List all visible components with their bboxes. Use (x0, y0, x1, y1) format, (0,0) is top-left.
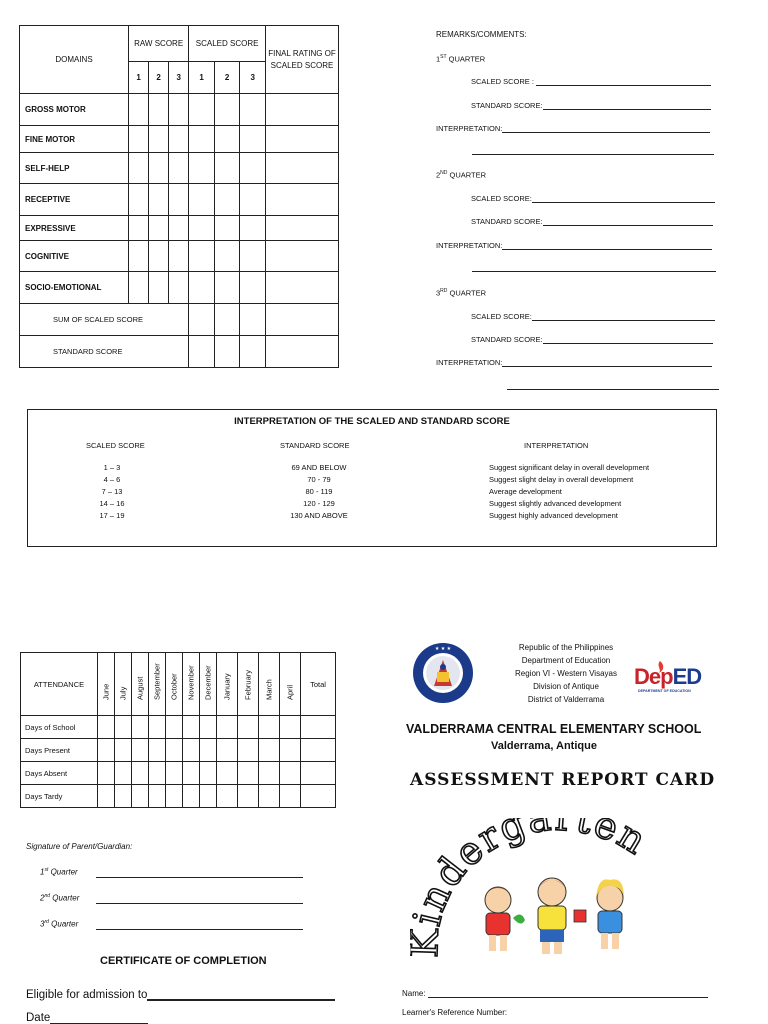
month-august: August (132, 653, 149, 716)
scaled-q3: 3 (240, 62, 266, 94)
signature-q1-line[interactable] (96, 869, 303, 878)
table-row (21, 762, 336, 785)
raw-q3: 3 (169, 62, 189, 94)
date-line[interactable] (50, 1013, 148, 1024)
table-row (20, 94, 339, 126)
month-february: February (238, 653, 259, 716)
sum-label: SUM OF SCALED SCORE (20, 304, 189, 336)
total-header: Total (301, 653, 336, 716)
q1-interpretation: INTERPRETATION: (436, 124, 710, 133)
eligible-line[interactable] (147, 989, 335, 1001)
q3-interp-line[interactable] (502, 358, 712, 367)
interp-column: Suggest significant delay in overall development Suggest slight delay in overall development Average development Suggest slightly advanced development Suggest highly advanced development (489, 463, 650, 520)
row-label: Days Present (21, 739, 98, 762)
month-september: September (149, 653, 166, 716)
learner-name-label: Name: (402, 989, 708, 998)
signature-q3: 3rd Quarter (40, 919, 79, 929)
signature-q2-line[interactable] (96, 895, 303, 904)
deped-subtitle: DEPARTMENT OF EDUCATION (638, 689, 691, 693)
learner-name-line[interactable] (428, 989, 708, 998)
attendance-header: ATTENDANCE (21, 653, 98, 716)
month-january: January (217, 653, 238, 716)
month-july: July (115, 653, 132, 716)
attendance-table (20, 652, 336, 808)
q3-standard-line[interactable] (543, 335, 713, 344)
table-row (21, 785, 336, 808)
interpretation-title: INTERPRETATION OF THE SCALED AND STANDARD SCORE (234, 416, 510, 427)
standard-row (20, 336, 339, 368)
report-title: ASSESSMENT REPORT CARD (410, 770, 716, 790)
eligible-label: Eligible for admission to (26, 989, 335, 1001)
month-december: December (200, 653, 217, 716)
month-march: March (259, 653, 280, 716)
row-label: Days Tardy (21, 785, 98, 808)
school-place: Valderrama, Antique (491, 740, 597, 752)
scaled-q2: 2 (214, 62, 240, 94)
q3-scaled-line[interactable] (532, 312, 715, 321)
deped-logo: DepED DEPARTMENT OF EDUCATION (632, 658, 704, 698)
division-line: Division of Antique (533, 682, 599, 691)
final-rating-header: FINAL RATING OF SCALED SCORE (266, 26, 339, 94)
remarks-title: REMARKS/COMMENTS: (436, 30, 527, 39)
domain-label: GROSS MOTOR (20, 94, 129, 126)
q2-heading: 2ND QUARTER (436, 170, 487, 180)
domain-label: SELF-HELP (20, 153, 129, 184)
standard-label: STANDARD SCORE (20, 336, 189, 368)
region-line: Region VI - Western Visayas (515, 669, 617, 678)
month-june: June (98, 653, 115, 716)
q3-heading: 3RD QUARTER (436, 288, 487, 298)
q3-interpretation: INTERPRETATION: (436, 358, 712, 367)
q2-standard-score: STANDARD SCORE: (471, 217, 713, 226)
month-november: November (183, 653, 200, 716)
q1-interp-line[interactable] (502, 124, 710, 133)
scaled-score-header: SCALED SCORE (189, 26, 266, 62)
scaled-column: 1 – 3 4 – 6 7 – 13 14 – 16 17 – 19 (99, 463, 125, 520)
sum-row (20, 304, 339, 336)
domain-label: RECEPTIVE (20, 184, 129, 216)
q3-standard-score: STANDARD SCORE: (471, 335, 713, 344)
interpretation-box (27, 409, 717, 547)
raw-q1: 1 (129, 62, 149, 94)
department-line: Department of Education (521, 656, 611, 665)
table-row (21, 739, 336, 762)
deped-seal-icon (412, 642, 474, 704)
row-label: Days of School (21, 716, 98, 739)
date-label: Date (26, 1012, 148, 1024)
q2-interp-line[interactable] (502, 241, 712, 250)
scaled-q1: 1 (189, 62, 215, 94)
q2-interp-line2[interactable] (472, 263, 716, 272)
col-scaled-header: SCALED SCORE (86, 441, 145, 450)
signature-title: Signature of Parent/Guardian: (26, 842, 133, 851)
table-row (20, 184, 339, 216)
q1-standard-score: STANDARD SCORE: (471, 101, 711, 110)
domains-table (19, 25, 339, 368)
q1-scaled-score: SCALED SCORE : (471, 77, 711, 86)
table-row (20, 153, 339, 184)
school-name: VALDERRAMA CENTRAL ELEMENTARY SCHOOL (406, 722, 702, 736)
kindergarten-art-icon (410, 818, 700, 968)
raw-score-header: RAW SCORE (129, 26, 189, 62)
q2-scaled-line[interactable] (532, 194, 715, 203)
certificate-title: CERTIFICATE OF COMPLETION (100, 955, 267, 967)
learner-lrn-label: Learner's Reference Number: (402, 1008, 508, 1017)
col-interp-header: INTERPRETATION (524, 441, 589, 450)
q2-interpretation: INTERPRETATION: (436, 241, 712, 250)
month-october: October (166, 653, 183, 716)
kindergarten-illustration (410, 818, 700, 968)
domains-header: DOMAINS (20, 26, 129, 94)
q1-standard-line[interactable] (543, 101, 711, 110)
q1-scaled-line[interactable] (536, 77, 711, 86)
signature-q2: 2nd Quarter (40, 893, 80, 903)
q2-standard-line[interactable] (543, 217, 713, 226)
signature-q1: 1st Quarter (40, 867, 78, 877)
domain-label: SOCIO-EMOTIONAL (20, 272, 129, 304)
row-label: Days Absent (21, 762, 98, 785)
table-row (20, 241, 339, 272)
month-april: April (280, 653, 301, 716)
q3-interp-line2[interactable] (507, 381, 719, 390)
q1-interp-line2[interactable] (472, 146, 714, 155)
domain-label: EXPRESSIVE (20, 216, 129, 241)
domain-label: COGNITIVE (20, 241, 129, 272)
svg-text:Kindergarten: nderga ten (410, 818, 656, 918)
republic-line: Republic of the Philippines (518, 643, 614, 652)
q2-scaled-score: SCALED SCORE: (471, 194, 715, 203)
q1-heading: 1ST QUARTER (436, 54, 486, 64)
col-standard-header: STANDARD SCORE (280, 441, 350, 450)
table-row (20, 272, 339, 304)
table-row (21, 716, 336, 739)
table-row (20, 216, 339, 241)
svg-text:★ ★ ★: ★ ★ ★ (434, 646, 452, 652)
table-row (20, 126, 339, 153)
q3-scaled-score: SCALED SCORE: (471, 312, 715, 321)
signature-q3-line[interactable] (96, 921, 303, 930)
standard-column: 69 AND BELOW 70 - 79 80 - 119 120 - 129 130 AND ABOVE (290, 463, 348, 520)
district-line: District of Valderrama (527, 695, 605, 704)
domain-label: FINE MOTOR (20, 126, 129, 153)
raw-q2: 2 (149, 62, 169, 94)
